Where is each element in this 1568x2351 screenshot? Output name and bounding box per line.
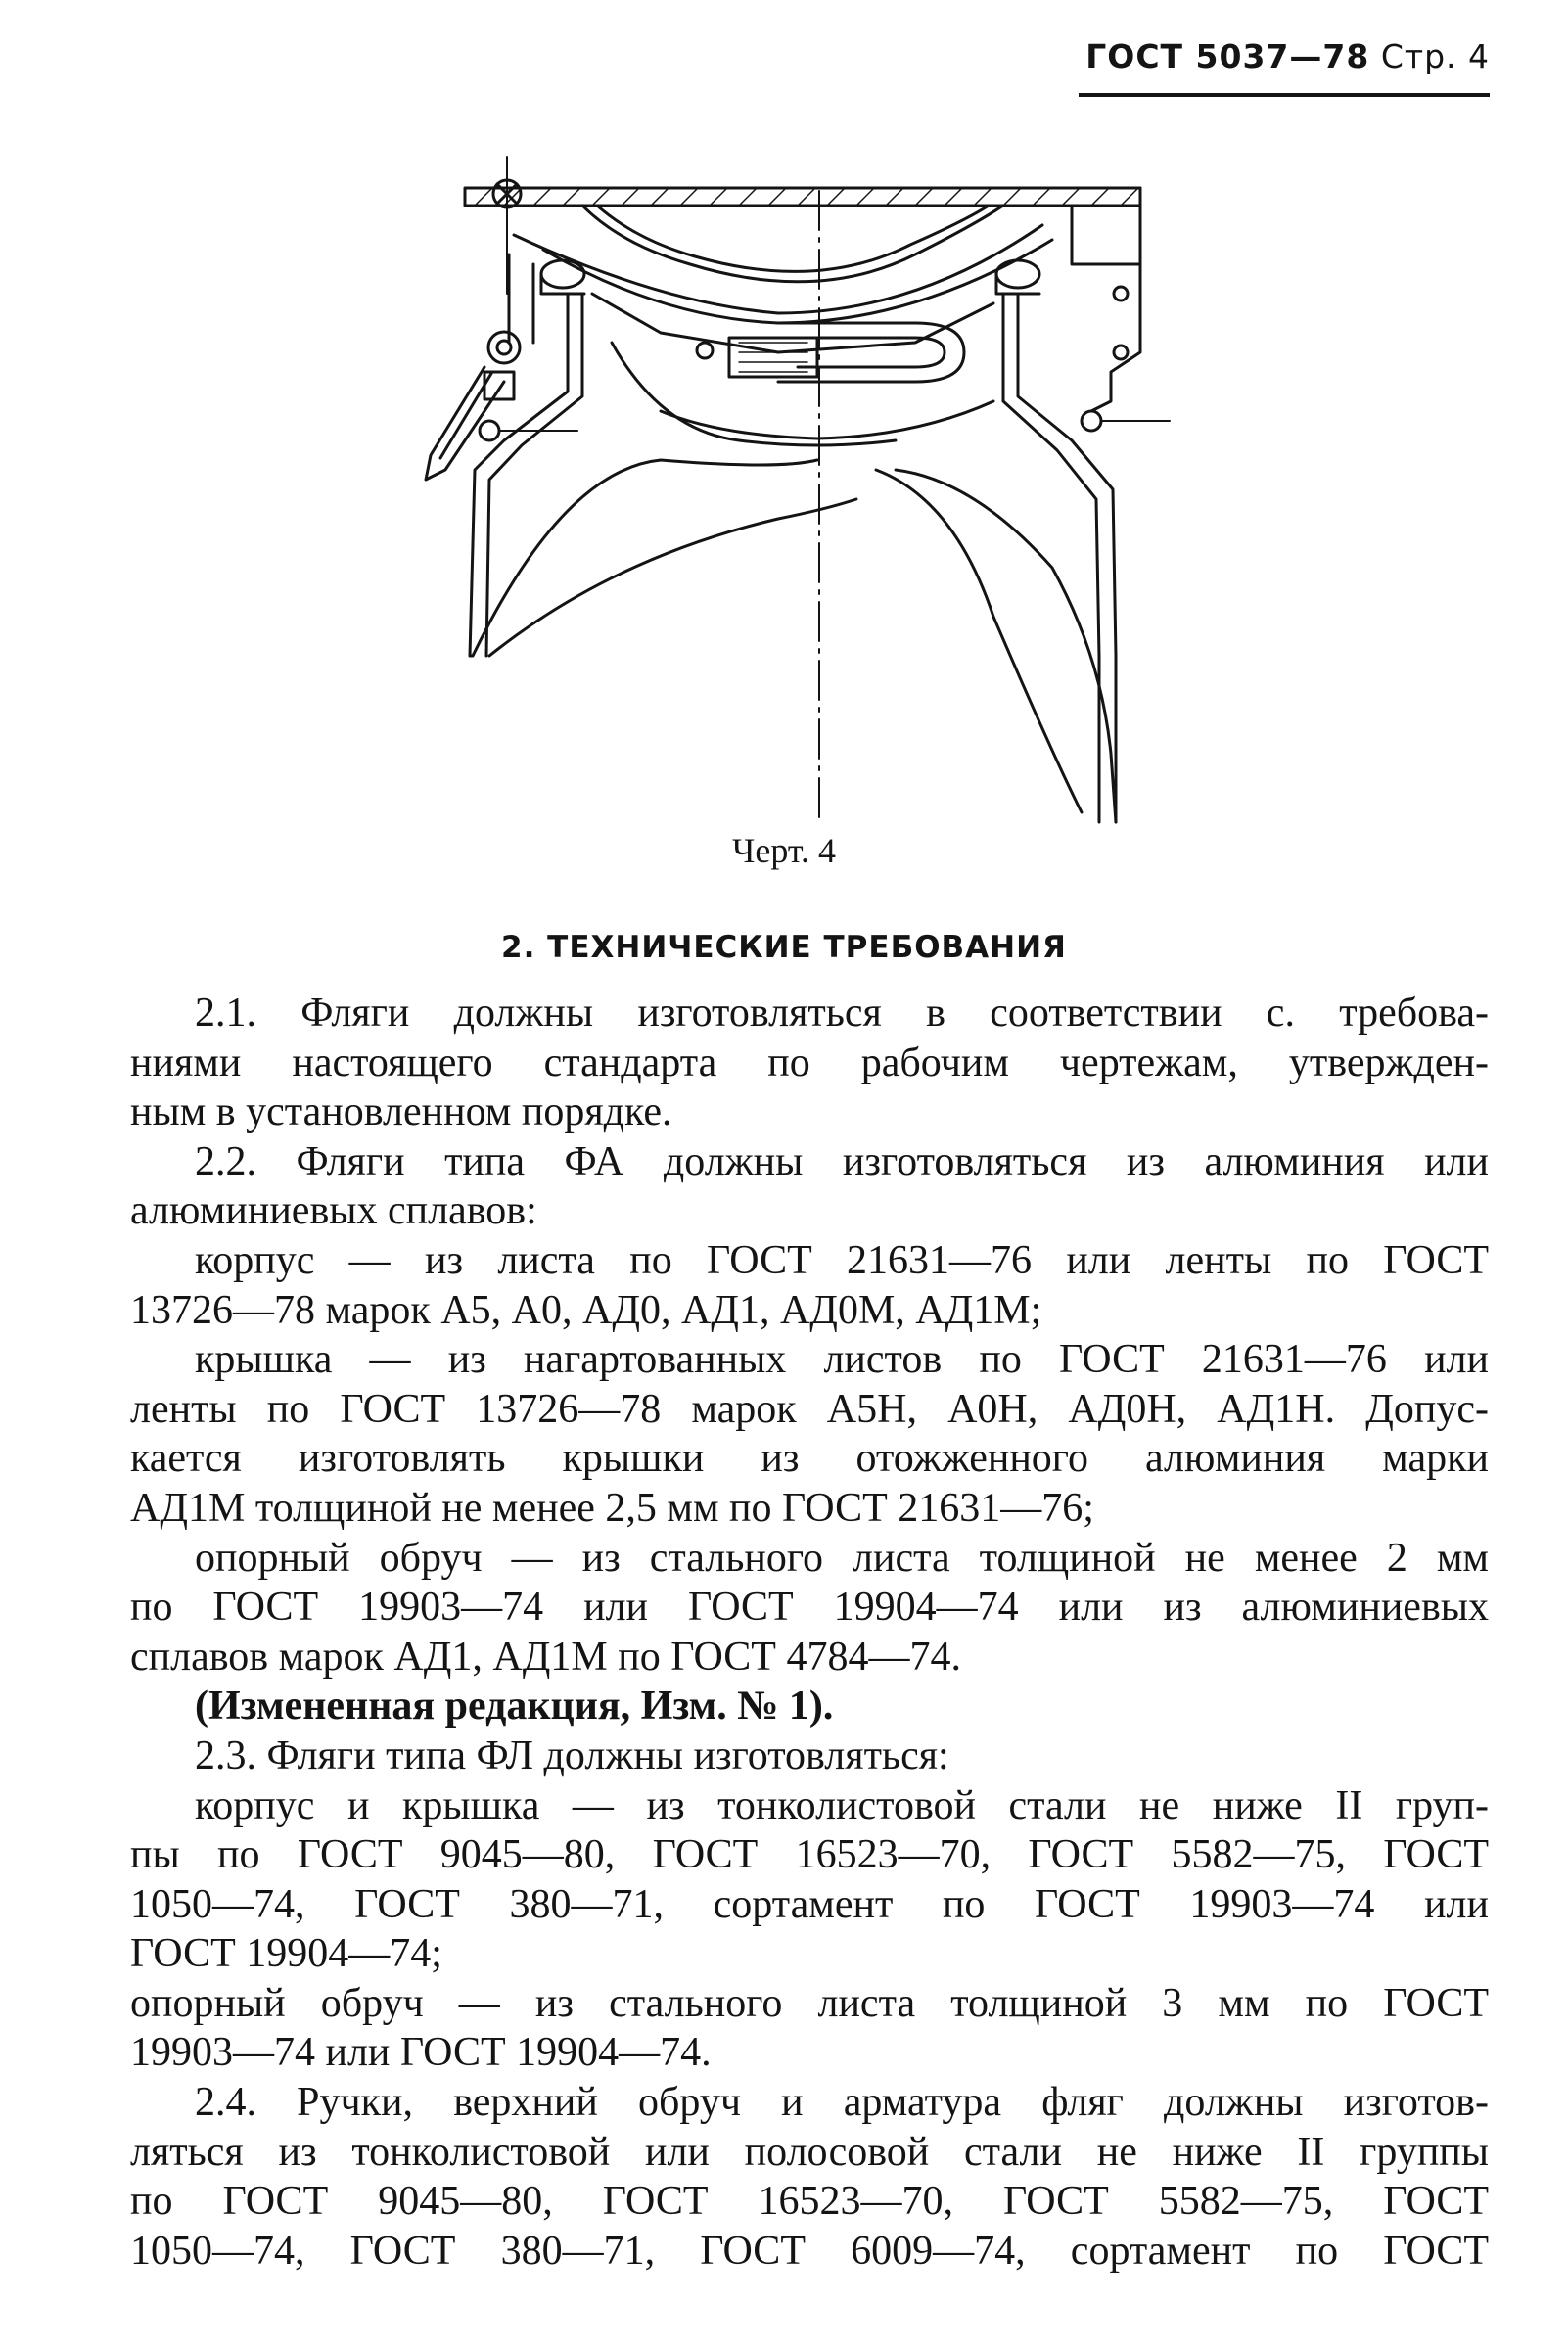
text-line: 13726—78 марок А5, А0, АД0, АД1, АД0М, АД1М; <box>130 1287 1042 1333</box>
header-line <box>1079 37 1490 75</box>
text-line: ленты по ГОСТ 13726—78 марок А5Н, А0Н, АД0Н, АД1Н. Допус- <box>130 1386 1489 1432</box>
text-line: АД1М толщиной не менее 2,5 мм по ГОСТ 21631—76; <box>130 1485 1094 1531</box>
section-title: 2. ТЕХНИЧЕСКИЕ ТРЕБОВАНИЯ <box>501 930 1067 965</box>
text-line: корпус — из листа по ГОСТ 21631—76 или ленты по ГОСТ <box>195 1237 1489 1283</box>
text-line: ным в установленном порядке. <box>130 1089 672 1135</box>
text-line: по ГОСТ 9045—80, ГОСТ 16523—70, ГОСТ 5582—75, ГОСТ <box>130 2179 1489 2225</box>
text-line: по ГОСТ 19903—74 или ГОСТ 19904—74 или из алюминиевых <box>130 1585 1489 1631</box>
text-line: кается изготовлять крышки из отожженного алюминия марки <box>130 1436 1489 1482</box>
body-text <box>130 989 1489 2276</box>
text-line: ниями настоящего стандарта по рабочим чертежам, утвержден- <box>130 1039 1489 1085</box>
text-line: ляться из тонколистовой или полосовой стали не ниже II группы <box>130 2129 1489 2175</box>
text-line: 2.1. Фляги должны изготовляться в соответствии с. требова- <box>195 991 1489 1036</box>
text-line: 1050—74, ГОСТ 380—71, сортамент по ГОСТ 19903—74 или <box>130 1881 1489 1927</box>
text-line: сплавов марок АД1, АД1М по ГОСТ 4784—74. <box>130 1634 961 1680</box>
text-line: 2.3. Фляги типа ФЛ должны изготовляться: <box>195 1732 949 1778</box>
amendment-note: (Измененная редакция, Изм. № 1). <box>195 1683 834 1729</box>
page-number: Стр. 4 <box>1380 37 1490 75</box>
text-line: крышка — из нагартованных листов по ГОСТ 21631—76 или <box>195 1337 1489 1383</box>
text-line: 2.4. Ручки, верхний обруч и арматура фляг должны изготов- <box>195 2080 1489 2126</box>
text-line: пы по ГОСТ 9045—80, ГОСТ 16523—70, ГОСТ 5582—75, ГОСТ <box>130 1832 1489 1878</box>
text-line: опорный обруч — из стального листа толщиной не менее 2 мм <box>195 1535 1489 1581</box>
gost-number: ГОСТ 5037—78 <box>1085 37 1370 75</box>
text-line: алюминиевых сплавов: <box>130 1188 537 1234</box>
figure-caption: Черт. 4 <box>732 831 836 870</box>
text-line: опорный обруч — из стального листа толщиной 3 мм по ГОСТ <box>130 1980 1489 2026</box>
text-line: корпус и крышка — из тонколистовой стали не ниже II груп- <box>195 1782 1489 1828</box>
text-line: 2.2. Фляги типа ФА должны изготовляться из алюминия или <box>195 1138 1489 1184</box>
header-rule <box>1079 93 1490 97</box>
page-header <box>1079 37 1490 97</box>
text-line: 1050—74, ГОСТ 380—71, ГОСТ 6009—74, сортамент по ГОСТ <box>130 2228 1489 2274</box>
text-line: 19903—74 или ГОСТ 19904—74. <box>130 2030 712 2076</box>
flask-lid-drawing <box>367 147 1228 832</box>
text-line: ГОСТ 19904—74; <box>130 1931 442 1977</box>
